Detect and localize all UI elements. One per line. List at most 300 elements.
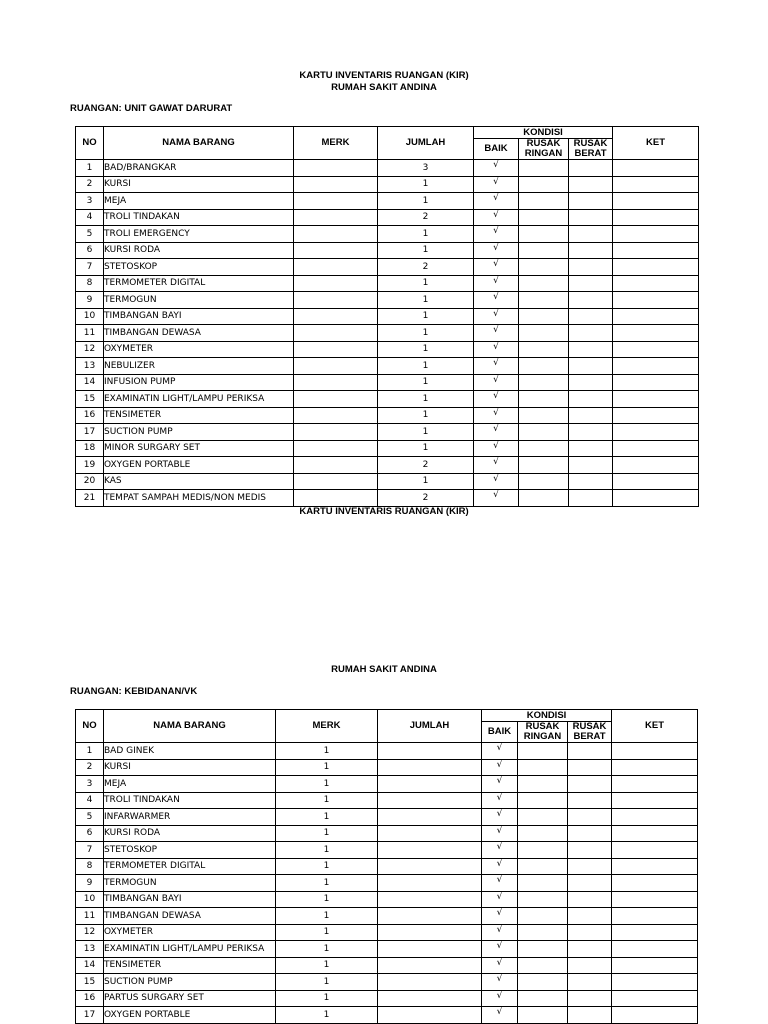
cell-merk [294, 490, 378, 507]
header-baik: BAIK [482, 722, 518, 743]
cell-merk [294, 242, 378, 259]
header-no: NO [76, 710, 104, 743]
cell-jumlah [378, 891, 482, 908]
cell-jumlah: 3 [378, 160, 474, 177]
table-row [76, 891, 698, 908]
cell-baik-check: √ [474, 457, 519, 474]
cell-baik-check: √ [482, 842, 518, 859]
cell-nama-barang: EXAMINATIN LIGHT/LAMPU PERIKSA [104, 391, 294, 408]
cell-rusak-berat [569, 457, 613, 474]
table-row [76, 858, 698, 875]
cell-merk: 1 [276, 941, 378, 958]
cell-jumlah: 1 [378, 391, 474, 408]
cell-no: 17 [76, 424, 104, 441]
header-rusak-berat: RUSAK BERAT [568, 722, 612, 743]
header-ket: KET [612, 710, 698, 743]
cell-merk [294, 226, 378, 243]
cell-jumlah: 1 [378, 308, 474, 325]
cell-nama-barang: TENSIMETER [104, 957, 276, 974]
cell-no: 6 [76, 242, 104, 259]
table-row [76, 325, 699, 342]
cell-baik-check: √ [482, 941, 518, 958]
cell-merk [294, 259, 378, 276]
cell-no: 20 [76, 473, 104, 490]
cell-no: 2 [76, 176, 104, 193]
cell-nama-barang: MEJA [104, 193, 294, 210]
cell-ket [613, 391, 699, 408]
cell-rusak-berat [569, 341, 613, 358]
cell-merk: 1 [276, 858, 378, 875]
cell-no: 1 [76, 160, 104, 177]
cell-baik-check: √ [482, 776, 518, 793]
cell-merk [294, 193, 378, 210]
cell-no: 11 [76, 908, 104, 925]
cell-merk: 1 [276, 974, 378, 991]
inventory-table-kebidanan [75, 709, 698, 1024]
cell-rusak-ringan [518, 858, 568, 875]
cell-merk: 1 [276, 759, 378, 776]
cell-merk [294, 374, 378, 391]
cell-jumlah: 1 [378, 374, 474, 391]
cell-merk [294, 275, 378, 292]
cell-rusak-ringan [518, 1007, 568, 1024]
cell-ket [613, 457, 699, 474]
cell-jumlah [378, 743, 482, 760]
cell-ket [613, 259, 699, 276]
cell-merk [294, 308, 378, 325]
cell-no: 13 [76, 358, 104, 375]
cell-rusak-berat [569, 193, 613, 210]
table-row [76, 374, 699, 391]
cell-merk [294, 160, 378, 177]
cell-baik-check: √ [482, 825, 518, 842]
cell-baik-check: √ [474, 358, 519, 375]
cell-jumlah [378, 792, 482, 809]
cell-rusak-berat [568, 875, 612, 892]
header-no: NO [76, 127, 104, 160]
table-row [76, 490, 699, 507]
cell-baik-check: √ [474, 490, 519, 507]
section2-subtitle: RUMAH SAKIT ANDINA [331, 664, 437, 675]
cell-merk: 1 [276, 842, 378, 859]
cell-rusak-ringan [519, 440, 569, 457]
cell-baik-check: √ [482, 891, 518, 908]
cell-rusak-berat [569, 374, 613, 391]
cell-merk [294, 407, 378, 424]
cell-nama-barang: INFUSION PUMP [104, 374, 294, 391]
table-row [76, 809, 698, 826]
cell-nama-barang: TERMOGUN [104, 292, 294, 309]
cell-baik-check: √ [482, 990, 518, 1007]
cell-jumlah: 1 [378, 473, 474, 490]
cell-baik-check: √ [482, 875, 518, 892]
cell-rusak-berat [569, 160, 613, 177]
cell-rusak-berat [569, 226, 613, 243]
cell-rusak-berat [569, 176, 613, 193]
cell-ket [613, 292, 699, 309]
cell-nama-barang: TERMOMETER DIGITAL [104, 275, 294, 292]
table-row [76, 792, 698, 809]
cell-nama-barang: TIMBANGAN BAYI [104, 308, 294, 325]
cell-rusak-ringan [518, 759, 568, 776]
cell-jumlah [378, 908, 482, 925]
table-row [76, 160, 699, 177]
cell-rusak-berat [568, 1007, 612, 1024]
cell-jumlah: 1 [378, 292, 474, 309]
cell-ket [613, 473, 699, 490]
cell-rusak-ringan [518, 842, 568, 859]
cell-merk: 1 [276, 825, 378, 842]
table-row [76, 242, 699, 259]
cell-ket [612, 842, 698, 859]
cell-merk: 1 [276, 957, 378, 974]
cell-rusak-ringan [519, 374, 569, 391]
cell-no: 6 [76, 825, 104, 842]
cell-nama-barang: TIMBANGAN DEWASA [104, 908, 276, 925]
cell-baik-check: √ [482, 743, 518, 760]
cell-no: 12 [76, 341, 104, 358]
cell-merk: 1 [276, 891, 378, 908]
cell-ket [613, 424, 699, 441]
table-row [76, 259, 699, 276]
cell-baik-check: √ [482, 957, 518, 974]
cell-no: 9 [76, 875, 104, 892]
cell-no: 11 [76, 325, 104, 342]
cell-rusak-ringan [518, 990, 568, 1007]
cell-rusak-ringan [519, 341, 569, 358]
table-row [76, 440, 699, 457]
cell-ket [613, 209, 699, 226]
cell-baik-check: √ [474, 325, 519, 342]
cell-rusak-berat [569, 275, 613, 292]
cell-ket [612, 957, 698, 974]
cell-rusak-berat [568, 974, 612, 991]
cell-merk [294, 341, 378, 358]
cell-no: 4 [76, 209, 104, 226]
cell-no: 4 [76, 792, 104, 809]
table-row [76, 457, 699, 474]
cell-merk: 1 [276, 776, 378, 793]
cell-jumlah: 1 [378, 341, 474, 358]
cell-ket [612, 825, 698, 842]
cell-no: 19 [76, 457, 104, 474]
cell-ket [613, 226, 699, 243]
cell-no: 9 [76, 292, 104, 309]
header-nama-barang: NAMA BARANG [104, 127, 294, 160]
table-row [76, 941, 698, 958]
cell-rusak-ringan [518, 908, 568, 925]
cell-ket [612, 743, 698, 760]
cell-ket [613, 325, 699, 342]
cell-ket [612, 858, 698, 875]
cell-baik-check: √ [482, 858, 518, 875]
section1-subtitle: RUMAH SAKIT ANDINA [331, 82, 437, 93]
cell-nama-barang: OXYGEN PORTABLE [104, 457, 294, 474]
cell-jumlah: 2 [378, 209, 474, 226]
cell-rusak-ringan [519, 473, 569, 490]
cell-baik-check: √ [482, 792, 518, 809]
header-nama-barang: NAMA BARANG [104, 710, 276, 743]
cell-merk [294, 292, 378, 309]
cell-rusak-berat [568, 941, 612, 958]
cell-rusak-berat [569, 391, 613, 408]
table-row [76, 875, 698, 892]
cell-jumlah [378, 759, 482, 776]
cell-jumlah [378, 974, 482, 991]
cell-ket [613, 160, 699, 177]
cell-ket [612, 908, 698, 925]
cell-jumlah: 1 [378, 275, 474, 292]
cell-merk [294, 440, 378, 457]
cell-rusak-berat [568, 743, 612, 760]
cell-rusak-berat [569, 259, 613, 276]
cell-nama-barang: MEJA [104, 776, 276, 793]
header-kondisi: KONDISI [482, 710, 612, 722]
cell-jumlah [378, 990, 482, 1007]
table-row [76, 209, 699, 226]
cell-nama-barang: SUCTION PUMP [104, 424, 294, 441]
section2-title: KARTU INVENTARIS RUANGAN (KIR) [299, 506, 469, 517]
cell-rusak-berat [568, 924, 612, 941]
cell-nama-barang: NEBULIZER [104, 358, 294, 375]
header-jumlah: JUMLAH [378, 710, 482, 743]
cell-ket [612, 990, 698, 1007]
cell-rusak-berat [569, 424, 613, 441]
cell-baik-check: √ [474, 193, 519, 210]
header-ket: KET [613, 127, 699, 160]
cell-ket [612, 759, 698, 776]
cell-rusak-berat [569, 440, 613, 457]
cell-jumlah [378, 825, 482, 842]
table-row [76, 743, 698, 760]
table-row [76, 908, 698, 925]
cell-nama-barang: OXYMETER [104, 924, 276, 941]
cell-no: 7 [76, 259, 104, 276]
cell-rusak-berat [568, 776, 612, 793]
cell-no: 16 [76, 407, 104, 424]
cell-rusak-ringan [519, 308, 569, 325]
cell-rusak-berat [568, 759, 612, 776]
table-row [76, 473, 699, 490]
header-rusak-berat: RUSAK BERAT [569, 139, 613, 160]
cell-baik-check: √ [474, 242, 519, 259]
cell-ket [612, 875, 698, 892]
cell-nama-barang: TEMPAT SAMPAH MEDIS/NON MEDIS [104, 490, 294, 507]
cell-nama-barang: OXYGEN PORTABLE [104, 1007, 276, 1024]
cell-merk [294, 391, 378, 408]
cell-rusak-berat [568, 990, 612, 1007]
cell-rusak-ringan [518, 776, 568, 793]
cell-rusak-ringan [519, 176, 569, 193]
cell-baik-check: √ [482, 1007, 518, 1024]
cell-ket [613, 275, 699, 292]
cell-ket [612, 891, 698, 908]
cell-no: 13 [76, 941, 104, 958]
cell-nama-barang: KURSI [104, 759, 276, 776]
cell-merk [294, 424, 378, 441]
cell-baik-check: √ [482, 759, 518, 776]
cell-jumlah: 1 [378, 424, 474, 441]
cell-rusak-ringan [519, 391, 569, 408]
cell-merk [294, 209, 378, 226]
cell-baik-check: √ [482, 924, 518, 941]
cell-baik-check: √ [474, 292, 519, 309]
table-row [76, 1007, 698, 1024]
cell-jumlah: 1 [378, 176, 474, 193]
cell-merk: 1 [276, 924, 378, 941]
cell-jumlah: 2 [378, 259, 474, 276]
cell-ket [613, 193, 699, 210]
cell-baik-check: √ [474, 341, 519, 358]
cell-ket [613, 407, 699, 424]
cell-jumlah: 1 [378, 193, 474, 210]
cell-rusak-ringan [519, 275, 569, 292]
table-row [76, 424, 699, 441]
cell-rusak-ringan [519, 358, 569, 375]
cell-no: 5 [76, 226, 104, 243]
cell-jumlah: 1 [378, 358, 474, 375]
cell-rusak-ringan [518, 875, 568, 892]
cell-merk: 1 [276, 743, 378, 760]
cell-ket [612, 974, 698, 991]
cell-rusak-ringan [519, 407, 569, 424]
cell-rusak-berat [569, 407, 613, 424]
header-merk: MERK [276, 710, 378, 743]
cell-rusak-ringan [518, 941, 568, 958]
cell-nama-barang: TIMBANGAN BAYI [104, 891, 276, 908]
cell-rusak-ringan [518, 792, 568, 809]
cell-ket [612, 809, 698, 826]
cell-baik-check: √ [474, 160, 519, 177]
cell-nama-barang: KURSI [104, 176, 294, 193]
table-row [76, 358, 699, 375]
cell-merk: 1 [276, 875, 378, 892]
cell-merk: 1 [276, 990, 378, 1007]
cell-baik-check: √ [474, 259, 519, 276]
header-rusak-ringan: RUSAK RINGAN [519, 139, 569, 160]
cell-jumlah [378, 858, 482, 875]
cell-no: 12 [76, 924, 104, 941]
section2-room: RUANGAN: KEBIDANAN/VK [70, 686, 198, 697]
cell-merk: 1 [276, 908, 378, 925]
cell-ket [613, 341, 699, 358]
cell-rusak-berat [569, 292, 613, 309]
cell-no: 8 [76, 858, 104, 875]
cell-rusak-ringan [518, 957, 568, 974]
cell-baik-check: √ [474, 176, 519, 193]
cell-baik-check: √ [474, 424, 519, 441]
cell-no: 15 [76, 391, 104, 408]
cell-baik-check: √ [474, 226, 519, 243]
cell-rusak-berat [569, 209, 613, 226]
cell-rusak-ringan [519, 457, 569, 474]
table-row [76, 193, 699, 210]
cell-jumlah: 1 [378, 440, 474, 457]
table-row [76, 341, 699, 358]
cell-jumlah: 1 [378, 407, 474, 424]
cell-jumlah [378, 875, 482, 892]
cell-baik-check: √ [482, 809, 518, 826]
cell-rusak-ringan [519, 193, 569, 210]
cell-nama-barang: KURSI RODA [104, 242, 294, 259]
cell-nama-barang: TROLI EMERGENCY [104, 226, 294, 243]
cell-ket [612, 1007, 698, 1024]
cell-no: 14 [76, 374, 104, 391]
header-rusak-ringan: RUSAK RINGAN [518, 722, 568, 743]
cell-jumlah [378, 842, 482, 859]
cell-rusak-ringan [519, 242, 569, 259]
cell-no: 2 [76, 759, 104, 776]
cell-nama-barang: STETOSKOP [104, 842, 276, 859]
cell-jumlah [378, 957, 482, 974]
cell-merk [294, 358, 378, 375]
cell-nama-barang: MINOR SURGARY SET [104, 440, 294, 457]
header-kondisi: KONDISI [474, 127, 613, 139]
cell-rusak-ringan [519, 209, 569, 226]
table-row [76, 825, 698, 842]
cell-baik-check: √ [474, 275, 519, 292]
cell-baik-check: √ [482, 908, 518, 925]
cell-no: 10 [76, 891, 104, 908]
table-row [76, 407, 699, 424]
cell-rusak-ringan [518, 891, 568, 908]
cell-ket [612, 941, 698, 958]
table-row [76, 292, 699, 309]
cell-no: 21 [76, 490, 104, 507]
cell-rusak-berat [568, 957, 612, 974]
cell-rusak-berat [568, 809, 612, 826]
cell-ket [612, 924, 698, 941]
table-row [76, 176, 699, 193]
cell-no: 5 [76, 809, 104, 826]
table-row [76, 759, 698, 776]
cell-rusak-ringan [518, 974, 568, 991]
cell-baik-check: √ [474, 440, 519, 457]
cell-nama-barang: PARTUS SURGARY SET [104, 990, 276, 1007]
table-row [76, 990, 698, 1007]
cell-jumlah [378, 941, 482, 958]
cell-no: 16 [76, 990, 104, 1007]
section1-title: KARTU INVENTARIS RUANGAN (KIR) [299, 70, 469, 81]
cell-rusak-berat [568, 825, 612, 842]
cell-rusak-berat [568, 792, 612, 809]
cell-baik-check: √ [474, 407, 519, 424]
cell-nama-barang: BAD GINEK [104, 743, 276, 760]
cell-rusak-ringan [518, 809, 568, 826]
cell-baik-check: √ [482, 974, 518, 991]
cell-rusak-berat [568, 908, 612, 925]
cell-jumlah [378, 924, 482, 941]
cell-jumlah: 1 [378, 325, 474, 342]
cell-no: 3 [76, 776, 104, 793]
cell-nama-barang: TERMOMETER DIGITAL [104, 858, 276, 875]
cell-nama-barang: TERMOGUN [104, 875, 276, 892]
table-body-ugd [76, 160, 699, 507]
cell-no: 10 [76, 308, 104, 325]
cell-rusak-ringan [519, 325, 569, 342]
cell-rusak-ringan [519, 424, 569, 441]
cell-rusak-berat [568, 891, 612, 908]
cell-merk [294, 176, 378, 193]
cell-merk [294, 457, 378, 474]
cell-jumlah: 2 [378, 490, 474, 507]
cell-rusak-berat [569, 325, 613, 342]
cell-baik-check: √ [474, 308, 519, 325]
header-merk: MERK [294, 127, 378, 160]
cell-no: 17 [76, 1007, 104, 1024]
cell-baik-check: √ [474, 209, 519, 226]
table-row [76, 391, 699, 408]
